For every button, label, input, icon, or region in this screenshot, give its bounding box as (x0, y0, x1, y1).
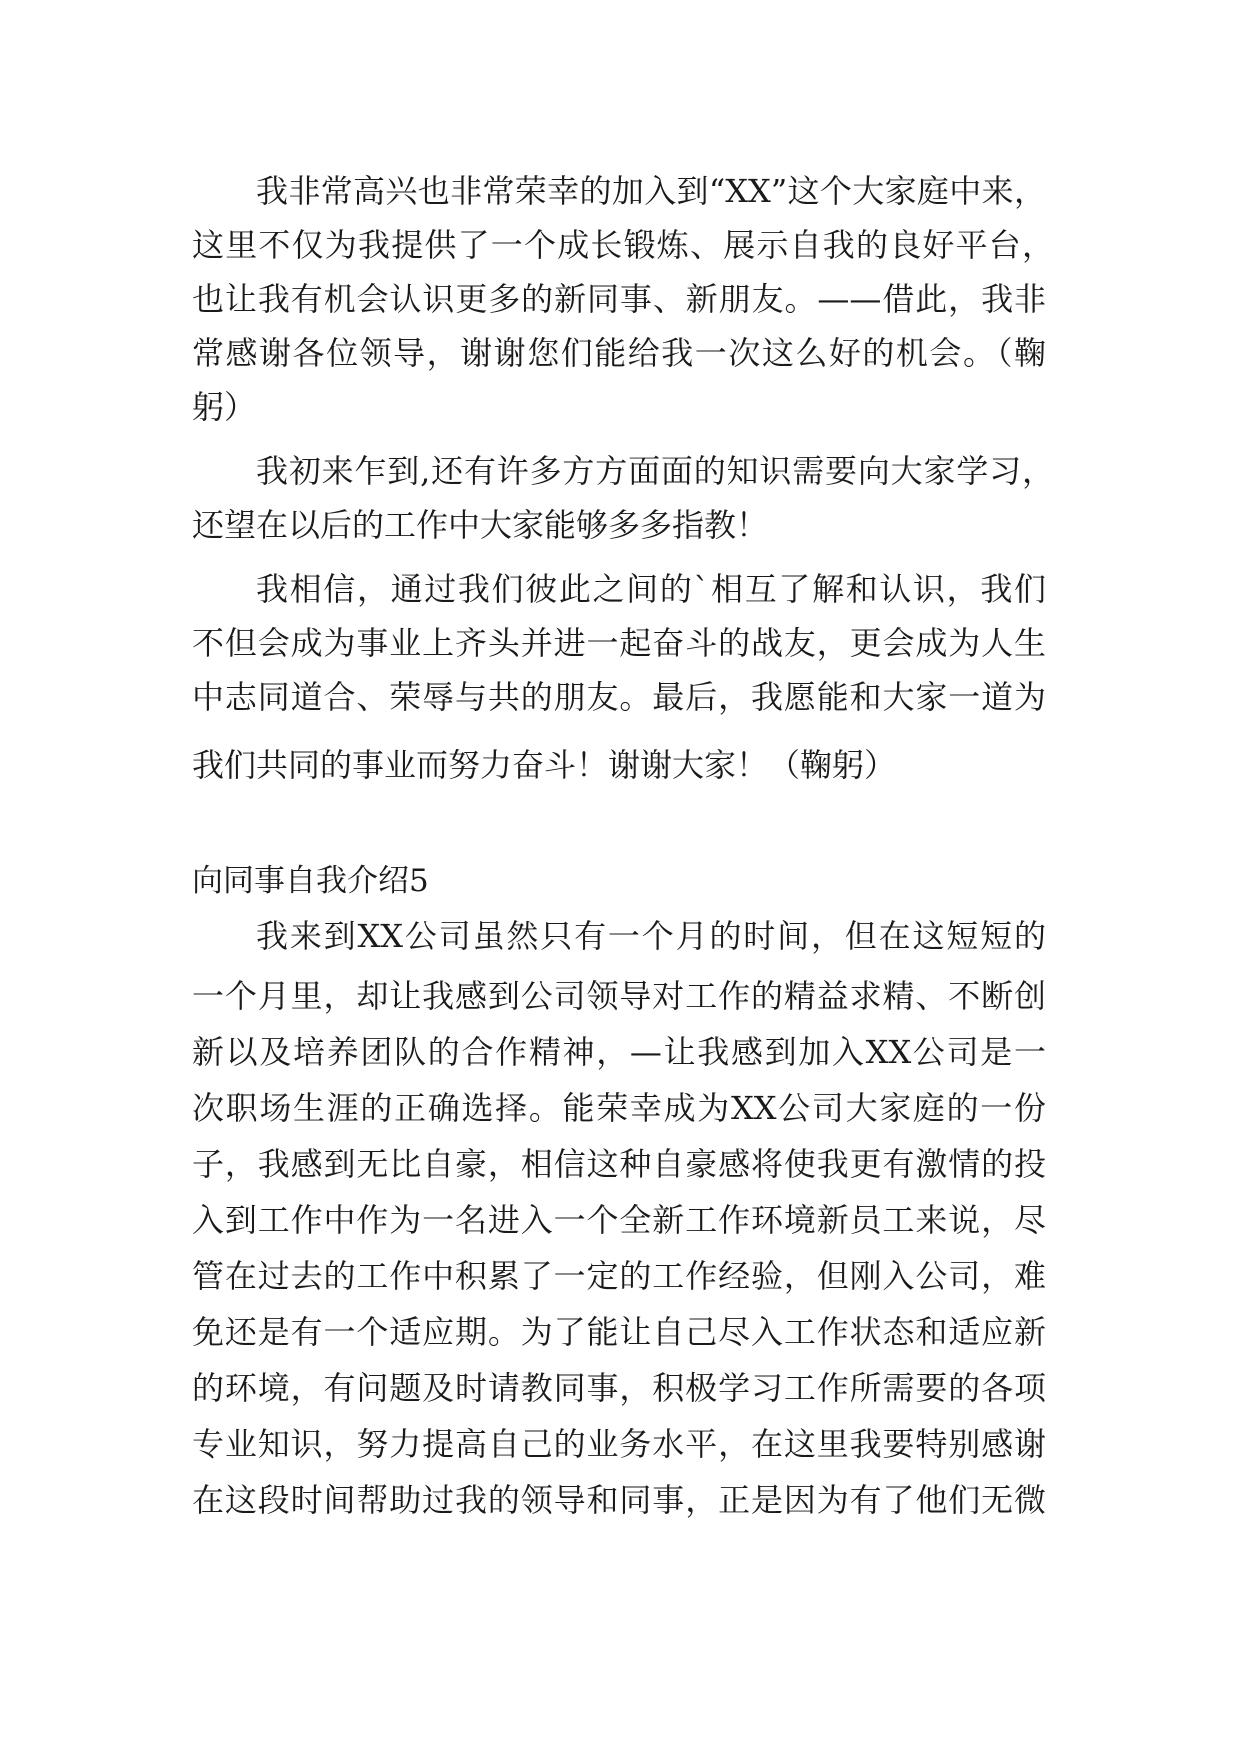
text-line: 在这段时间帮助过我的领导和同事，正是因为有了他们无微 (192, 1481, 1046, 1519)
text-line: 我非常高兴也非常荣幸的加入到“XX”这个大家庭中来， (256, 172, 1046, 210)
text-line: 还望在以后的工作中大家能够多多指教！ (192, 506, 769, 544)
text-line: 次职场生涯的正确选择。能荣幸成为XX公司大家庭的一份 (192, 1089, 1046, 1127)
text-line: 专业知识，努力提高自己的业务水平，在这里我要特别感谢 (192, 1425, 1046, 1463)
text-line: 这里不仅为我提供了一个成长锻炼、展示自我的良好平台， (192, 226, 1054, 264)
text-line: 新以及培养团队的合作精神，—让我感到加入XX公司是一 (192, 1033, 1046, 1071)
text-line: 的环境，有问题及时请教同事，积极学习工作所需要的各项 (192, 1369, 1046, 1407)
text-line: 我相信，通过我们彼此之间的`相互了解和认识，我们 (256, 570, 1046, 608)
text-line: 我初来乍到,还有许多方方面面的知识需要向大家学习， (256, 452, 1054, 490)
text-line: 中志同道合、荣辱与共的朋友。最后，我愿能和大家一道为 (192, 678, 1046, 716)
text-line: 一个月里，却让我感到公司领导对工作的精益求精、不断创 (192, 977, 1046, 1015)
text-line: 不但会成为事业上齐头并进一起奋斗的战友，更会成为人生 (192, 624, 1046, 662)
text-line: 常感谢各位领导，谢谢您们能给我一次这么好的机会。（鞠 (192, 334, 1046, 372)
text-line: 躬） (192, 388, 257, 426)
section-heading: 向同事自我介绍5 (192, 863, 429, 899)
text-line: 我们共同的事业而努力奋斗！谢谢大家！（鞠躬） (192, 746, 897, 784)
text-line: 入到工作中作为一名进入一个全新工作环境新员工来说，尽 (192, 1201, 1046, 1239)
text-line: 子，我感到无比自豪，相信这种自豪感将使我更有激情的投 (192, 1145, 1046, 1183)
text-line: 免还是有一个适应期。为了能让自己尽入工作状态和适应新 (192, 1313, 1046, 1351)
text-line: 我来到XX公司虽然只有一个月的时间，但在这短短的 (256, 917, 1046, 955)
text-line: 也让我有机会认识更多的新同事、新朋友。——借此，我非 (192, 280, 1046, 318)
text-line: 管在过去的工作中积累了一定的工作经验，但刚入公司，难 (192, 1257, 1046, 1295)
